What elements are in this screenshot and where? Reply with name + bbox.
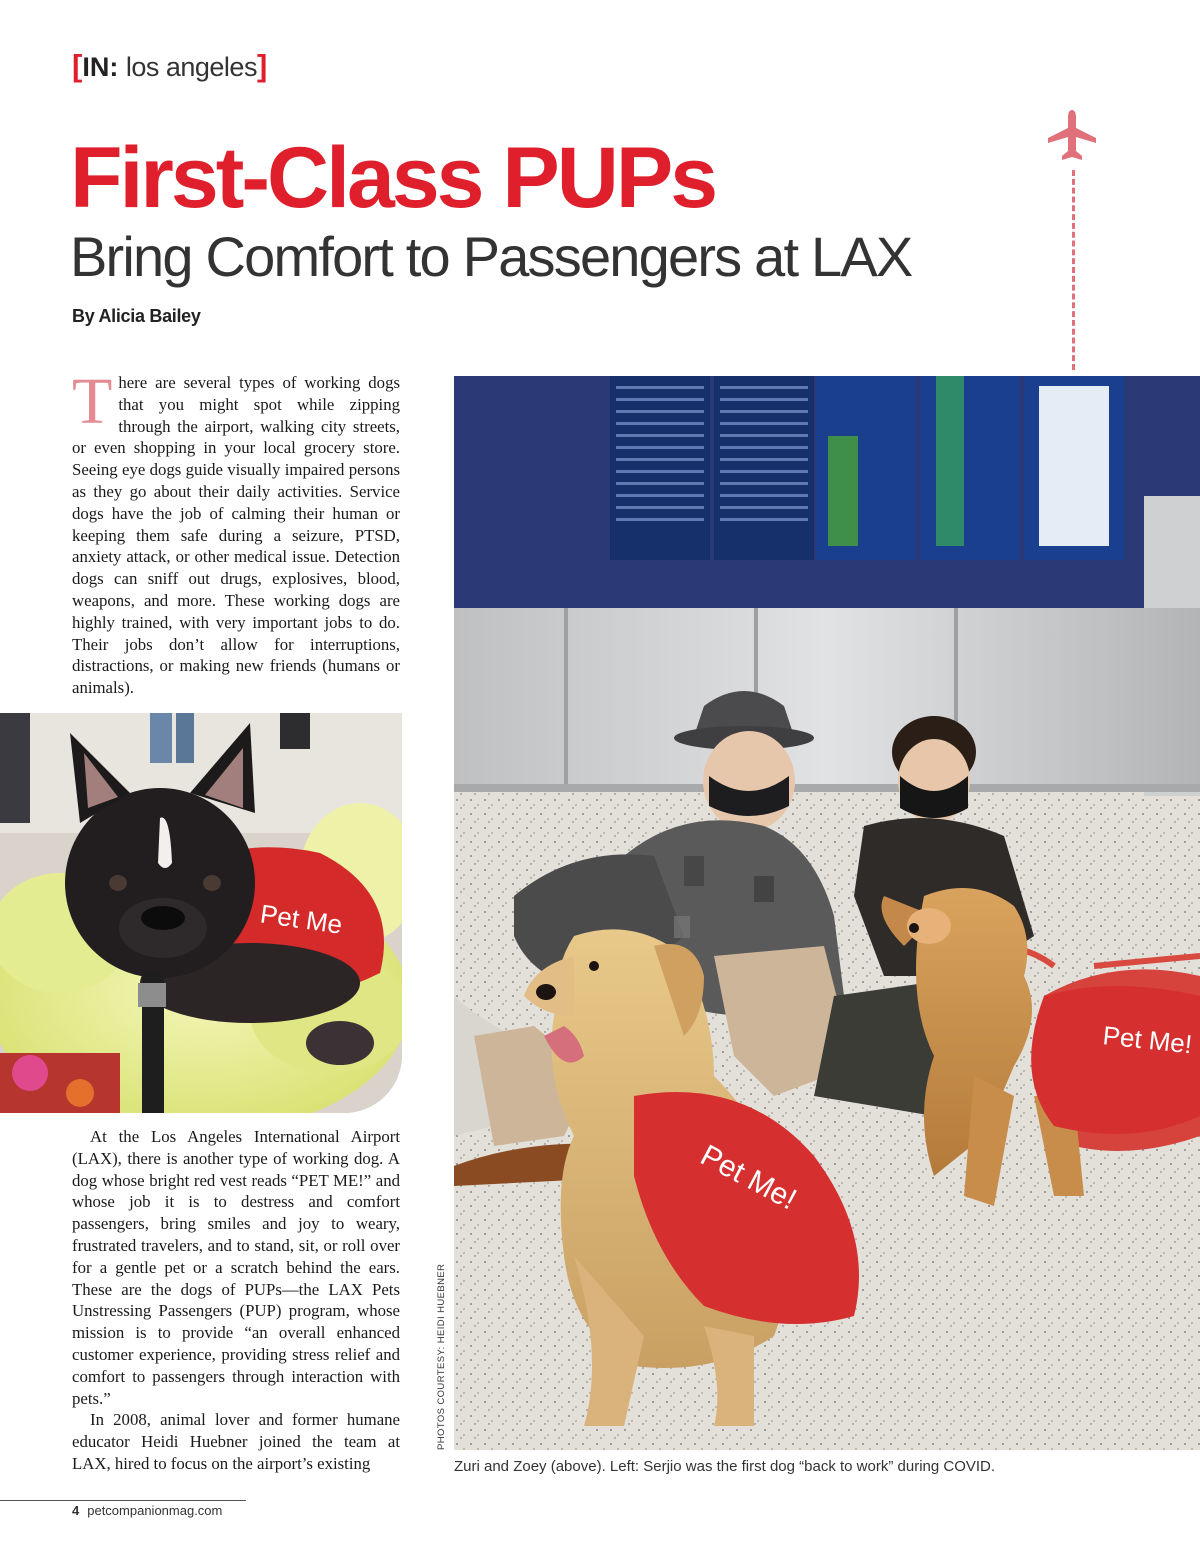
article-title: First-Class PUPs xyxy=(70,130,716,226)
intro-paragraph-text: here are several types of working dogs that you might spot while zipping through the airport, walking city streets, or even shopping in your local grocery store. Seeing eye dogs guide visually impaired persons as they go about their daily activities. Service dogs have the job of calming their human or keeping them safe during a seizure, PTSD, anxiety attack, or other medical issue. Detection dogs can sniff out drugs, explosives, blood, weapons, and more. These working dogs are highly trained, with very important jobs to do. Their jobs don’t allow for interruptions, distractions, or making new friends (humans or animals). xyxy=(72,373,400,698)
airplane-icon xyxy=(1046,108,1098,164)
kicker-label: IN: xyxy=(82,52,119,82)
section-kicker xyxy=(72,50,267,83)
article-subtitle: Bring Comfort to Passengers at LAX xyxy=(70,225,912,288)
intro-paragraph xyxy=(72,365,400,699)
photo-caption: Zuri and Zoey (above). Left: Serjio was the first dog “back to work” during COVID. xyxy=(454,1458,996,1475)
kicker-open-bracket: [ xyxy=(72,48,83,83)
right-vest-text-zoey: Pet Me! xyxy=(1101,1020,1194,1060)
photo-serjio xyxy=(0,713,402,1113)
page-footer xyxy=(72,1503,222,1518)
kicker-close-bracket: ] xyxy=(256,48,268,83)
page-number: 4 xyxy=(72,1503,80,1518)
body-column-intro xyxy=(72,365,400,699)
left-vest-text: Pet Me xyxy=(258,898,345,940)
body-column-main xyxy=(72,1126,400,1475)
footer-rule xyxy=(0,1500,246,1501)
kicker-place: los angeles xyxy=(125,52,257,82)
photo-zuri-zoey xyxy=(454,376,1200,1450)
byline: By Alicia Bailey xyxy=(72,306,201,326)
site-url[interactable]: petcompanionmag.com xyxy=(87,1503,223,1518)
flight-path-dashes xyxy=(1072,170,1075,370)
photo-credit: PHOTOS COURTESY: HEIDI HUEBNER xyxy=(436,1263,447,1450)
paragraph-3: In 2008, animal lover and former humane educator Heidi Huebner joined the team at LAX, hired to focus on the airport’s existing xyxy=(72,1410,400,1473)
right-vest-text-zuri: Pet Me! xyxy=(695,1138,802,1217)
drop-cap: T xyxy=(72,365,113,438)
paragraph-2: At the Los Angeles International Airport (LAX), there is another type of working dog. A dog whose bright red vest reads “PET ME!” and whose job it is to destress and comfort passengers, bring smiles and joy to weary, frustrated travelers, and to stand, sit, or roll over for a gentle pet or a scratch behind the ears. These are the dogs of PUPs—the LAX Pets Unstressing Passengers (PUP) program, whose mission is to provide “an overall enhanced customer experience, providing stress relief and comfort to passengers through interaction with pets.” xyxy=(72,1127,400,1408)
